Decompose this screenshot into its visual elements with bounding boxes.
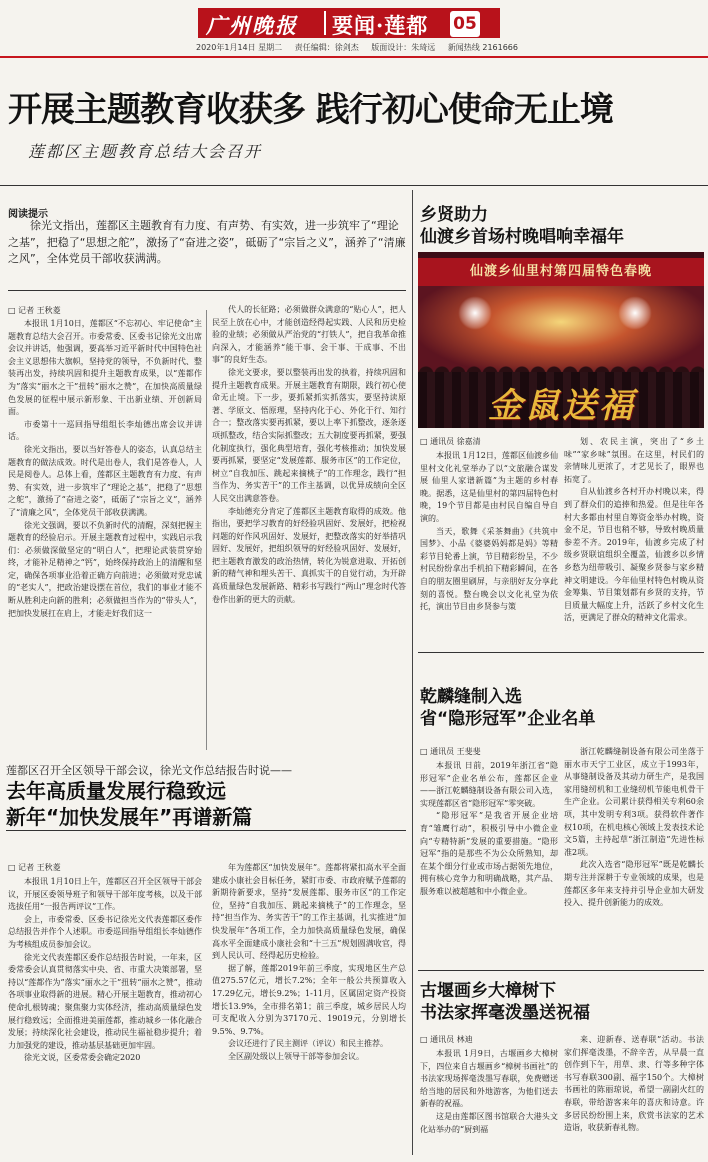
- second-kicker: 莲都区召开全区领导干部会议，徐光文作总结报告时说——: [6, 764, 292, 777]
- news-hotline: 新闻热线 2161666: [447, 43, 518, 52]
- second-headline: [6, 778, 252, 830]
- village-gala-column-1: [420, 450, 558, 646]
- second-column-1: [8, 876, 202, 1158]
- calligraphy-column-1: [420, 1048, 558, 1158]
- paragraph: 当天，歌舞《采茶舞曲》《共筑中国梦》、小品《婆婆妈妈都是妈》等精彩节目轮番上演，节目精彩纷呈，不少村民纷纷拿出手机拍下精彩瞬间，在各自的朋友圈里刷屏，与亲朋好友分享此刻的喜悦。整台晚会以文化礼堂为依托，演出节目由乡贤参与策: [420, 526, 558, 612]
- editor-credit: 责任编辑：徐剑杰: [294, 43, 359, 52]
- village-gala-headline-line-1: 乡贤助力: [420, 205, 488, 225]
- newspaper-name: 广州晚报: [206, 13, 298, 38]
- reading-guide: [8, 218, 406, 286]
- page-number: 05: [450, 11, 480, 37]
- lead-column-1: [8, 318, 202, 748]
- village-gala-photo: [418, 252, 704, 428]
- qianlin-column-2: [564, 746, 704, 966]
- qianlin-byline: □ 通讯员 王斐斐: [420, 746, 481, 757]
- paragraph: 徐光文指出，要以当好答卷人的姿态，认真总结主题教育的做法成效。时代是出卷人，我们是答卷人，人民是阅卷人。总体上看，莲都区主题教育有力度、有声势、有实效，进一步筑牢了“理论之基”，把稳了“思想之舵”，激扬了“奋进之姿”，砥砺了“宗旨之义”，涵养了“清廉之风”，全体党员干部收获满满。: [8, 444, 202, 517]
- paragraph: 年为莲都区“加快发展年”。莲都将紧扣高水平全面建成小康社会目标任务，紧盯市委、市政府赋予莲都的新期待新要求，坚持“发展莲都、服务市区”的工作定位，坚持“自我加压、跳起来摘桃子”的工作理念，坚持“担当作为、务实苦干”的工作主基调，扎实推进“加快发展年”各项工作，全力加快高质量绿色发展，确保高水平全面建成小康社会和“十三五”规划圆满收官，得到人民认可、经得起历史检验。: [212, 863, 406, 961]
- paragraph: 本报讯 1月10日上午，莲都区召开全区领导干部会议，开展区委领导班子和领导干部年度考核，以及干部选拔任用“一报告两评议”工作。: [8, 877, 202, 912]
- calligraphy-headline: [420, 980, 590, 1024]
- paragraph: 本报讯 1月10日，莲都区“不忘初心、牢记使命”主题教育总结大会召开。市委常委、区委书记徐光文出席会议并讲话，他强调，要高举习近平新时代中国特色社会主义思想伟大旗帜，坚持党的领导，不负新时代、整装再出发，持续巩固和提升主题教育成果，以“莲都作为”落实“丽水之干”扭转“丽水之赞”，在加快高质量绿色发展的征程中展示新形象、干出新业绩、开创新局面。: [8, 319, 202, 417]
- paragraph: 此次入选省“隐形冠军”既是乾麟长期专注并深耕于专业领域的成果，也是莲都区多年来支持并引导企业加大研发投入、提升创新能力的成效。: [564, 860, 704, 908]
- section-title: 要闻·莲都: [332, 13, 429, 38]
- village-gala-headline-line-2: 仙渡乡首场村晚唱响幸福年: [420, 227, 624, 247]
- calligraphy-column-2: [564, 1034, 704, 1158]
- dateline: [196, 42, 528, 53]
- qianlin-headline-line-1: 乾麟缝制入选: [420, 687, 522, 707]
- second-headline-line-2: 新年“加快发展年”再谱新篇: [6, 805, 253, 829]
- photo-stage-light: [458, 296, 492, 330]
- photo-stage-lights: [418, 286, 704, 376]
- reading-guide-text: 徐光文指出，莲都区主题教育有力度、有声势、有实效，进一步筑牢了“理论之基”，把稳了“思想之舵”，激扬了“奋进之姿”，砥砺了“宗旨之义”，涵养了“清廉之风”，全体党员干部收获满满。: [8, 219, 406, 265]
- masthead-divider: [324, 11, 326, 35]
- village-gala-byline: □ 通讯员 徐嘉清: [420, 436, 481, 447]
- lead-column-2: [212, 304, 406, 748]
- second-rule: [6, 830, 406, 831]
- paragraph: 徐光文要求，要以整装再出发的执着，持续巩固和提升主题教育成果。开展主题教育有期限，践行初心使命无止境。下一步，要抓紧抓实抓落实，要坚持读原著、学原文、悟原理，坚持内化于心、外化于行、知行合一；整改落实要再抓紧，要以上率下抓整改，逐条逐项抓整改，结合实际抓整改；五大制度要再抓紧，要强化制度执行，强化典型培育，强化考核推动；加快发展要再抓紧，要坚定“发展莲都、服务市区”的工作定位，树立“自我加压、跳起来摘桃子”的工作理念，践行“担当作为、务实苦干”的工作主基调，以优异成绩向全区人民交出满意答卷。: [212, 367, 406, 503]
- paragraph: 徐光文代表莲都区委作总结报告时说，一年来，区委常委会认真贯彻落实中央、省、市重大决策部署，坚持以“莲都作为”落实“丽水之干”扭转“丽水之赞”，推动各项事业取得新的进展。精心开展主题教育，推动初心使命扎根铸魂；聚焦聚力实体经济，推动高质量绿色发展行稳致远；全面推进美丽莲都，推动城乡一体化融合发展；持续深化社会建设，推动民生福祉稳步提升；着力加强党的建设，推动基层基础更加牢固。: [8, 952, 202, 1050]
- calligraphy-byline: □ 通讯员 林迪: [420, 1034, 473, 1045]
- paragraph: 这是由莲都区图书馆联合大港头文化站举办的“厨到福: [420, 1111, 558, 1134]
- paragraph: 来、迎新春、送春联”活动。书法家们挥毫泼墨，不辞辛苦，从早晨一直创作到下午，用草、隶、行等多种字体书写春联300副、福字150个。大樟树书画社的陈丽琼说，希望一副副火红的春联，带给游客来年的喜庆和诗意。许多居民纷纷围上来，欣赏书法家的艺术造诣，收获新春礼物。: [564, 1035, 704, 1133]
- paragraph: 会议还进行了民主测评（评议）和民主推荐。: [228, 1039, 388, 1049]
- calligraphy-headline-line-2: 书法家挥毫泼墨送祝福: [420, 1003, 590, 1023]
- masthead: [0, 0, 708, 40]
- reading-guide-label: 阅读提示: [8, 209, 48, 220]
- photo-stage-art: 金鼠送福: [488, 386, 636, 426]
- paragraph: 会上，市委常委、区委书记徐光文代表莲都区委作总结报告并作个人述职。市委巡回指导组组长李灿德作为考核组成员参加会议。: [8, 914, 202, 949]
- paragraph: 浙江乾麟缝制设备有限公司坐落于丽水市天宁工业区，成立于1993年，从事缝制设备及其动力研生产，是我国家用缝纫机和工业缝纫机节能电机骨干生产企业。公司累计获得相关专利60余项，其中发明专利3项。获得软件著作权10项，在机电核心领域上发表技术论文5篇，主持起草“浙江制造”先进性标准2项。: [564, 747, 704, 857]
- headline-rule: [0, 185, 708, 186]
- photo-stage-light: [618, 296, 652, 330]
- second-column-2: [212, 862, 406, 1158]
- paragraph: 全区副处级以上领导干部等参加会议。: [228, 1051, 364, 1061]
- story-rule: [418, 970, 704, 971]
- qianlin-column-1: [420, 760, 558, 966]
- second-headline-line-1: 去年高质量发展行稳致远: [6, 779, 226, 803]
- designer-credit: 版面设计：朱琦远: [371, 43, 436, 52]
- qianlin-headline: [420, 686, 595, 730]
- village-gala-headline: [420, 204, 624, 248]
- paragraph: 本报讯 1月12日，莲都区仙渡乡仙里村文化礼堂举办了以“文旅融合谋发展 仙里人家谱新篇”为主题的乡村春晚。据悉，这是仙里村的第四届特色村晚，19个节目都是由村民自编自导自演的。: [420, 451, 558, 523]
- paragraph: 据了解，莲都2019年前三季度，实现地区生产总值275.57亿元，增长7.2%；全年一般公共预算收入17.29亿元，增长9.2%；1-11月，区属固定资产投资增长13.9%，全市排名第1；前三季度，城乡居民人均可支配收入分别为37170元、19019元，分别增长9.5%、9.7%。: [212, 963, 406, 1036]
- lead-byline: □ 记者 王秋菱: [8, 305, 61, 316]
- column-divider: [206, 310, 207, 750]
- paragraph: 徐光文强调，要以不负新时代的清醒，深刻把握主题教育的经验启示。开展主题教育过程中，实践启示我们：必须做深做坚定的“明白人”，把理论武装贯穿始终，才能补足精神之“钙”，始终保持政治上的清醒和坚定，确保各项事业沿着正确方向前进；必须做对党忠诚的“老实人”，把政治建设摆在首位，我们的事业才能不断从胜利走向新的胜利；必须做担当作为的“带头人”，把加快发展扛在肩上，才能走好我们这一: [8, 520, 202, 618]
- paragraph: 代人的长征路；必须做群众满意的“贴心人”，把人民至上放在心中，才能创造经得起实践、人民和历史检验的业绩；必须做从严治党的“打铁人”，把自我革命推向深入，才能涵养“能干事、会干事、干成事、不出事”的良好生态。: [212, 305, 406, 365]
- story-rule: [418, 652, 704, 653]
- page-divider: [412, 190, 413, 1155]
- paragraph: 本报讯 日前，2019年浙江省“隐形冠军”企业名单公布，莲都区企业——浙江乾麟缝制设备有限公司入选，实现莲都区省“隐形冠军”零突破。: [420, 761, 558, 808]
- issue-date: 2020年1月14日 星期二: [196, 43, 283, 52]
- masthead-rule: [0, 56, 708, 58]
- paragraph: 市委第十一巡回指导组组长李灿德出席会议并讲话。: [8, 419, 202, 442]
- paragraph: 本报讯 1月9日，古堰画乡大樟树下，四位来自古堰画乡“樟树书画社”的书法家现场挥毫泼墨写春联，免费赠送给当地的居民和外地游客，为他们送去新春的祝福。: [420, 1049, 558, 1109]
- second-byline: □ 记者 王秋菱: [8, 862, 61, 873]
- calligraphy-headline-line-1: 古堰画乡大樟树下: [420, 981, 556, 1001]
- lead-subhead: 莲都区主题教育总结大会召开: [28, 142, 263, 161]
- paragraph: 李灿德充分肯定了莲都区主题教育取得的成效。他指出，要把学习教育的好经验巩固好、发展好，把检视问题的好作风巩固好、发展好，把整改落实的好举措巩固好、发展好，把组织领导的好经验巩固好、发展好，把主题教育激发的政治热情，转化为锐意进取、开拓创新的精气神和埋头苦干、真抓实干的自觉行动，为开辟高质量绿色发展新路、精彩书写践行“两山”理念时代答卷作出新的更大的贡献。: [212, 506, 406, 604]
- lead-headline: 开展主题教育收获多 践行初心使命无止境: [8, 90, 613, 130]
- paragraph: “隐形冠军”是我省开展企业培育“雏鹰行动”，积极引导中小微企业向“专精特新”发展的重要措施。“隐形冠军”指的是那些不为公众所熟知，却在某个细分行业或市场占据领先地位，拥有核心竞争力和明确战略，其产品、服务难以被超越和中小微企业。: [420, 811, 558, 896]
- paragraph: 划、农民主演，突出了“乡土味”“家乡味”氛围。在这里，村民们的亲情味儿更浓了，才艺见长了，眼界也拓宽了。: [564, 437, 704, 484]
- qianlin-headline-line-2: 省“隐形冠军”企业名单: [420, 709, 596, 729]
- paragraph: 自从仙渡乡各村开办村晚以来，得到了群众们的追捧和热爱。但是往年各村大多都由村里自筹资金举办村晚，资金不足，节目也稍不够，导致村晚质量参差不齐。2019年，仙渡乡完成了村级乡贤联谊组织全覆盖，仙渡乡以乡情乡愁为纽带吸引、凝聚乡贤参与家乡精神文明建设。今年仙里村特色村晚从资金筹集、节目策划都有乡贤的支持，节目质量大幅度上升，活跃了乡村文化生活，更满足了群众的精神文化需求。: [564, 487, 704, 623]
- village-gala-column-2: [564, 436, 704, 646]
- guide-rule: [8, 290, 406, 291]
- paragraph: 徐光文说，区委常委会确定2020: [24, 1053, 141, 1063]
- photo-stage-banner: 仙渡乡仙里村第四届特色春晚: [418, 258, 704, 286]
